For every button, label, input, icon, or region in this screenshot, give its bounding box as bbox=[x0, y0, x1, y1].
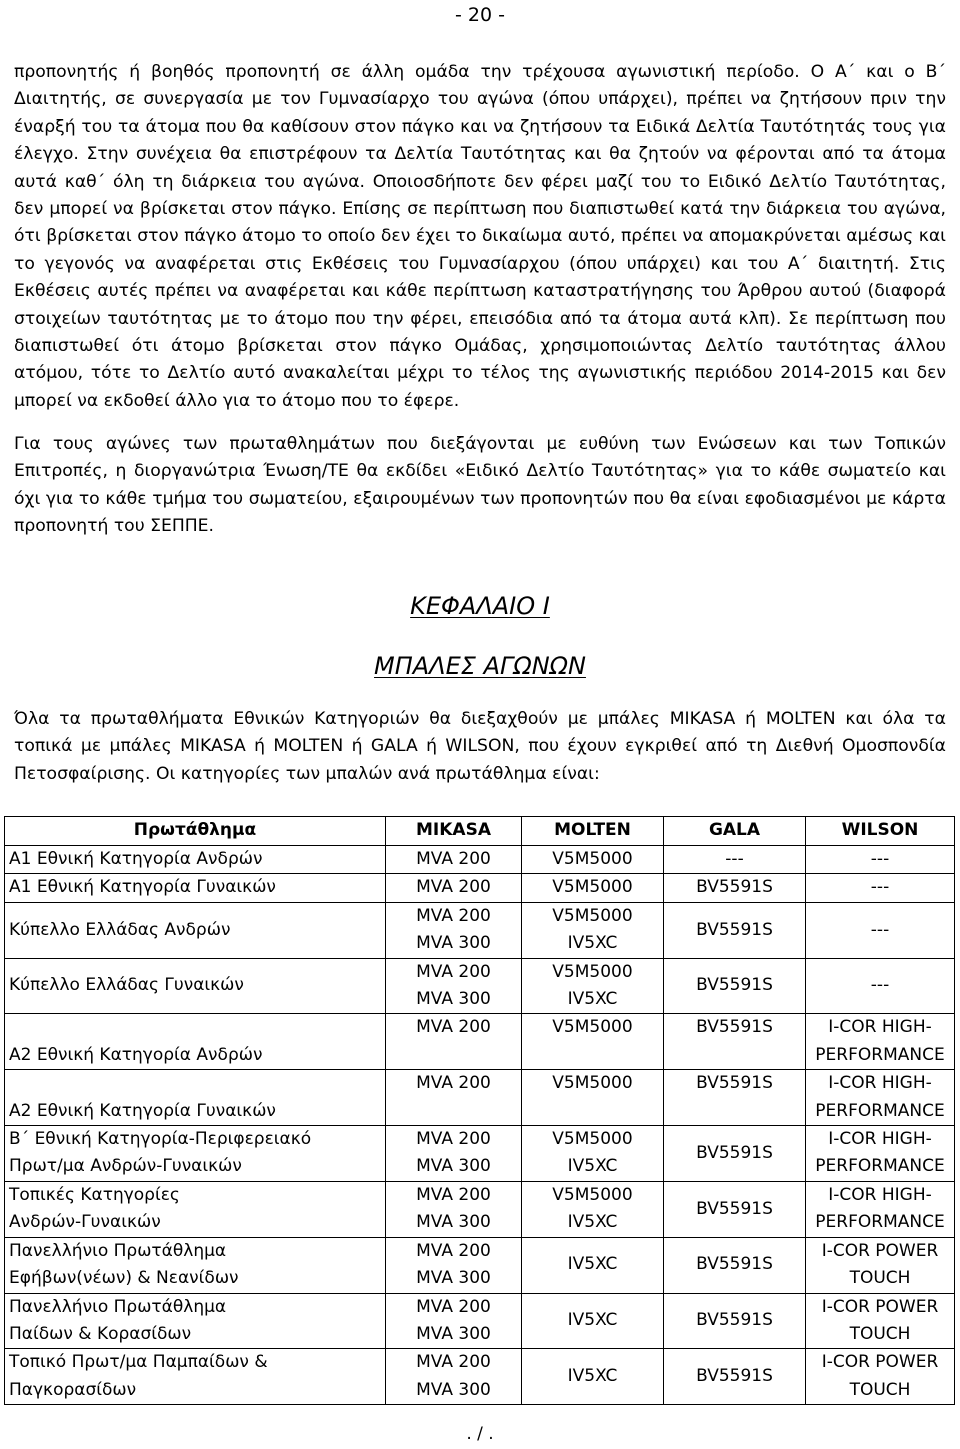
championship-cell: Α2 Εθνική Κατηγορία Ανδρών bbox=[5, 1014, 386, 1070]
header-molten: MOLTEN bbox=[522, 817, 664, 846]
championship-cell: Πανελλήνιο Πρωτάθλημα Εφήβων(νέων) & Νεανίδων bbox=[5, 1237, 386, 1293]
molten-cell: V5M5000 bbox=[522, 1070, 664, 1126]
molten-cell: IV5XC bbox=[522, 1349, 664, 1405]
mikasa-cell: MVA 200 MVA 300 bbox=[386, 1349, 522, 1405]
molten-cell: V5M5000 IV5XC bbox=[522, 958, 664, 1014]
wilson-cell: I-COR POWER TOUCH bbox=[806, 1349, 955, 1405]
table-row bbox=[5, 1126, 955, 1182]
wilson-cell: I-COR POWER TOUCH bbox=[806, 1237, 955, 1293]
table-row bbox=[5, 1181, 955, 1237]
championship-cell: Α1 Εθνική Κατηγορία Γυναικών bbox=[5, 874, 386, 902]
gala-cell: BV5591S bbox=[664, 1349, 806, 1405]
championship-cell: Β΄ Εθνική Κατηγορία-Περιφερειακό Πρωτ/μα Ανδρών-Γυναικών bbox=[5, 1126, 386, 1182]
paragraph-bench-rules: προπονητής ή βοηθός προπονητή σε άλλη ομάδα την τρέχουσα αγωνιστική περίοδο. Ο Α΄ και ο Β΄ Διαιτητής, σε συνεργασία με τον Γυμνασίαρχο του αγώνα (όπου υπάρχει), πρέπει να ζητήσουν πριν την έναρξή του τα άτομα που θα καθίσουν στον πάγκο και να ζητήσουν τα Ειδικά Δελτία Ταυτότητάς τους για έλεγχο. Στην συνέχεια θα επιστρέφουν τα Δελτία Ταυτότητας και θα ζητούν να φέρονται από τα άτομα αυτά καθ΄ όλη τη διάρκεια του αγώνα. Οποιοσδήποτε δεν φέρει μαζί του το Ειδικό Δελτίο Ταυτότητας, δεν μπορεί να βρίσκεται στον πάγκο. Επίσης σε περίπτωση που διαπιστωθεί κατά την διάρκεια του αγώνα, ότι βρίσκεται στον πάγκο άτομο το οποίο δεν έχει το δικαίωμα αυτό, πρέπει να απομακρύνεται αμέσως και το γεγονός να αναφέρεται στις Εκθέσεις του Γυμνασίαρχου (όπου υπάρχει) και του Α΄ διαιτητή. Στις Εκθέσεις αυτές πρέπει να αναφέρεται και κάθε περίπτωση καταστρατήγησης του Άρθρου αυτού (διαφορά στοιχείων ταυτότητας με το άτομο που την φέρει, επεισόδια από τα άτομα αυτά κλπ). Σε περίπτωση που διαπιστωθεί ότι άτομο βρίσκεται στον πάγκο Ομάδας, χρησιμοποιώντας Δελτίο ταυτότητας άλλου ατόμου, τότε το Δελτίο αυτό ανακαλείται μέχρι το τέλος της αγωνιστικής περιόδου 2014-2015 και δεν μπορεί να εκδοθεί άλλο για το άτομο που το έφερε. bbox=[14, 62, 946, 411]
chapter-subtitle: ΜΠΑΛΕΣ ΑΓΩΝΩΝ bbox=[374, 652, 586, 680]
wilson-cell: I-COR HIGH- PERFORMANCE bbox=[806, 1181, 955, 1237]
mikasa-cell: MVA 200 MVA 300 bbox=[386, 1237, 522, 1293]
molten-cell: V5M5000 bbox=[522, 1014, 664, 1070]
gala-cell: BV5591S bbox=[664, 1181, 806, 1237]
continuation-mark: . / . bbox=[466, 1424, 494, 1444]
mikasa-cell: MVA 200 MVA 300 bbox=[386, 1293, 522, 1349]
championship-cell: Α2 Εθνική Κατηγορία Γυναικών bbox=[5, 1070, 386, 1126]
molten-cell: V5M5000 IV5XC bbox=[522, 902, 664, 958]
championship-cell: Τοπικές Κατηγορίες Ανδρών-Γυναικών bbox=[5, 1181, 386, 1237]
wilson-cell: --- bbox=[806, 958, 955, 1014]
championship-cell: Κύπελλο Ελλάδας Ανδρών bbox=[5, 902, 386, 958]
paragraph-balls-intro: Όλα τα πρωταθλήματα Εθνικών Κατηγοριών θα διεξαχθούν με μπάλες MIKASA ή MOLTEN και όλα τα τοπικά με μπάλες MIKASA ή MOLTEN ή GALA ή WILSON, που έχουν εγκριθεί από τη Διεθνή Ομοσπονδία Πετοσφαίρισης. Οι κατηγορίες των μπαλών ανά πρωτάθλημα είναι: bbox=[14, 709, 946, 784]
molten-cell: V5M5000 IV5XC bbox=[522, 1181, 664, 1237]
header-championship: Πρωτάθλημα bbox=[5, 817, 386, 846]
molten-cell: IV5XC bbox=[522, 1293, 664, 1349]
chapter-title: ΚΕΦΑΛΑΙΟ Ι bbox=[410, 592, 550, 620]
wilson-cell: --- bbox=[806, 874, 955, 902]
table-row bbox=[5, 1070, 955, 1126]
wilson-cell: I-COR HIGH- PERFORMANCE bbox=[806, 1014, 955, 1070]
mikasa-cell: MVA 200 bbox=[386, 1014, 522, 1070]
paragraph-id-cards: Για τους αγώνες των πρωταθλημάτων που διεξάγονται με ευθύνη των Ενώσεων και των Τοπικών Επιτροπές, η διοργανώτρια Ένωση/ΤΕ θα εκδίδει «Ειδικό Δελτίο Ταυτότητας» για το κάθε σωματείο και όχι για το κάθε τμήμα του σωματείου, εξαιρουμένων των προπονητών που θα είναι εφοδιασμένοι με κάρτα προπονητή του ΣΕΠΠΕ. bbox=[14, 434, 946, 537]
championship-cell: Πανελλήνιο Πρωτάθλημα Παίδων & Κορασίδων bbox=[5, 1293, 386, 1349]
molten-cell: V5M5000 bbox=[522, 874, 664, 902]
mikasa-cell: MVA 200 MVA 300 bbox=[386, 902, 522, 958]
header-gala: GALA bbox=[664, 817, 806, 846]
table-row bbox=[5, 1014, 955, 1070]
mikasa-cell: MVA 200 MVA 300 bbox=[386, 1126, 522, 1182]
gala-cell: BV5591S bbox=[664, 1014, 806, 1070]
wilson-cell: I-COR HIGH- PERFORMANCE bbox=[806, 1126, 955, 1182]
molten-cell: V5M5000 bbox=[522, 846, 664, 874]
championship-cell: Α1 Εθνική Κατηγορία Ανδρών bbox=[5, 846, 386, 874]
header-mikasa: MIKASA bbox=[386, 817, 522, 846]
mikasa-cell: MVA 200 MVA 300 bbox=[386, 958, 522, 1014]
molten-cell: IV5XC bbox=[522, 1237, 664, 1293]
table-header-row bbox=[5, 817, 955, 846]
championship-cell: Τοπικό Πρωτ/μα Παμπαίδων & Παγκορασίδων bbox=[5, 1349, 386, 1405]
gala-cell: BV5591S bbox=[664, 1293, 806, 1349]
mikasa-cell: MVA 200 bbox=[386, 1070, 522, 1126]
gala-cell: BV5591S bbox=[664, 1126, 806, 1182]
table-row bbox=[5, 902, 955, 958]
wilson-cell: --- bbox=[806, 902, 955, 958]
gala-cell: BV5591S bbox=[664, 1070, 806, 1126]
molten-cell: V5M5000 IV5XC bbox=[522, 1126, 664, 1182]
wilson-cell: I-COR POWER TOUCH bbox=[806, 1293, 955, 1349]
table-row bbox=[5, 846, 955, 874]
table-row bbox=[5, 874, 955, 902]
gala-cell: BV5591S bbox=[664, 958, 806, 1014]
table-row bbox=[5, 1237, 955, 1293]
gala-cell: BV5591S bbox=[664, 1237, 806, 1293]
mikasa-cell: MVA 200 MVA 300 bbox=[386, 1181, 522, 1237]
gala-cell: --- bbox=[664, 846, 806, 874]
mikasa-cell: MVA 200 bbox=[386, 874, 522, 902]
wilson-cell: I-COR HIGH- PERFORMANCE bbox=[806, 1070, 955, 1126]
mikasa-cell: MVA 200 bbox=[386, 846, 522, 874]
gala-cell: BV5591S bbox=[664, 902, 806, 958]
balls-table bbox=[4, 816, 955, 1405]
championship-cell: Κύπελλο Ελλάδας Γυναικών bbox=[5, 958, 386, 1014]
page-number: - 20 - bbox=[455, 4, 505, 26]
table-row bbox=[5, 1293, 955, 1349]
gala-cell: BV5591S bbox=[664, 874, 806, 902]
table-body bbox=[5, 846, 955, 1405]
table-row bbox=[5, 1349, 955, 1405]
header-wilson: WILSON bbox=[806, 817, 955, 846]
wilson-cell: --- bbox=[806, 846, 955, 874]
table-row bbox=[5, 958, 955, 1014]
